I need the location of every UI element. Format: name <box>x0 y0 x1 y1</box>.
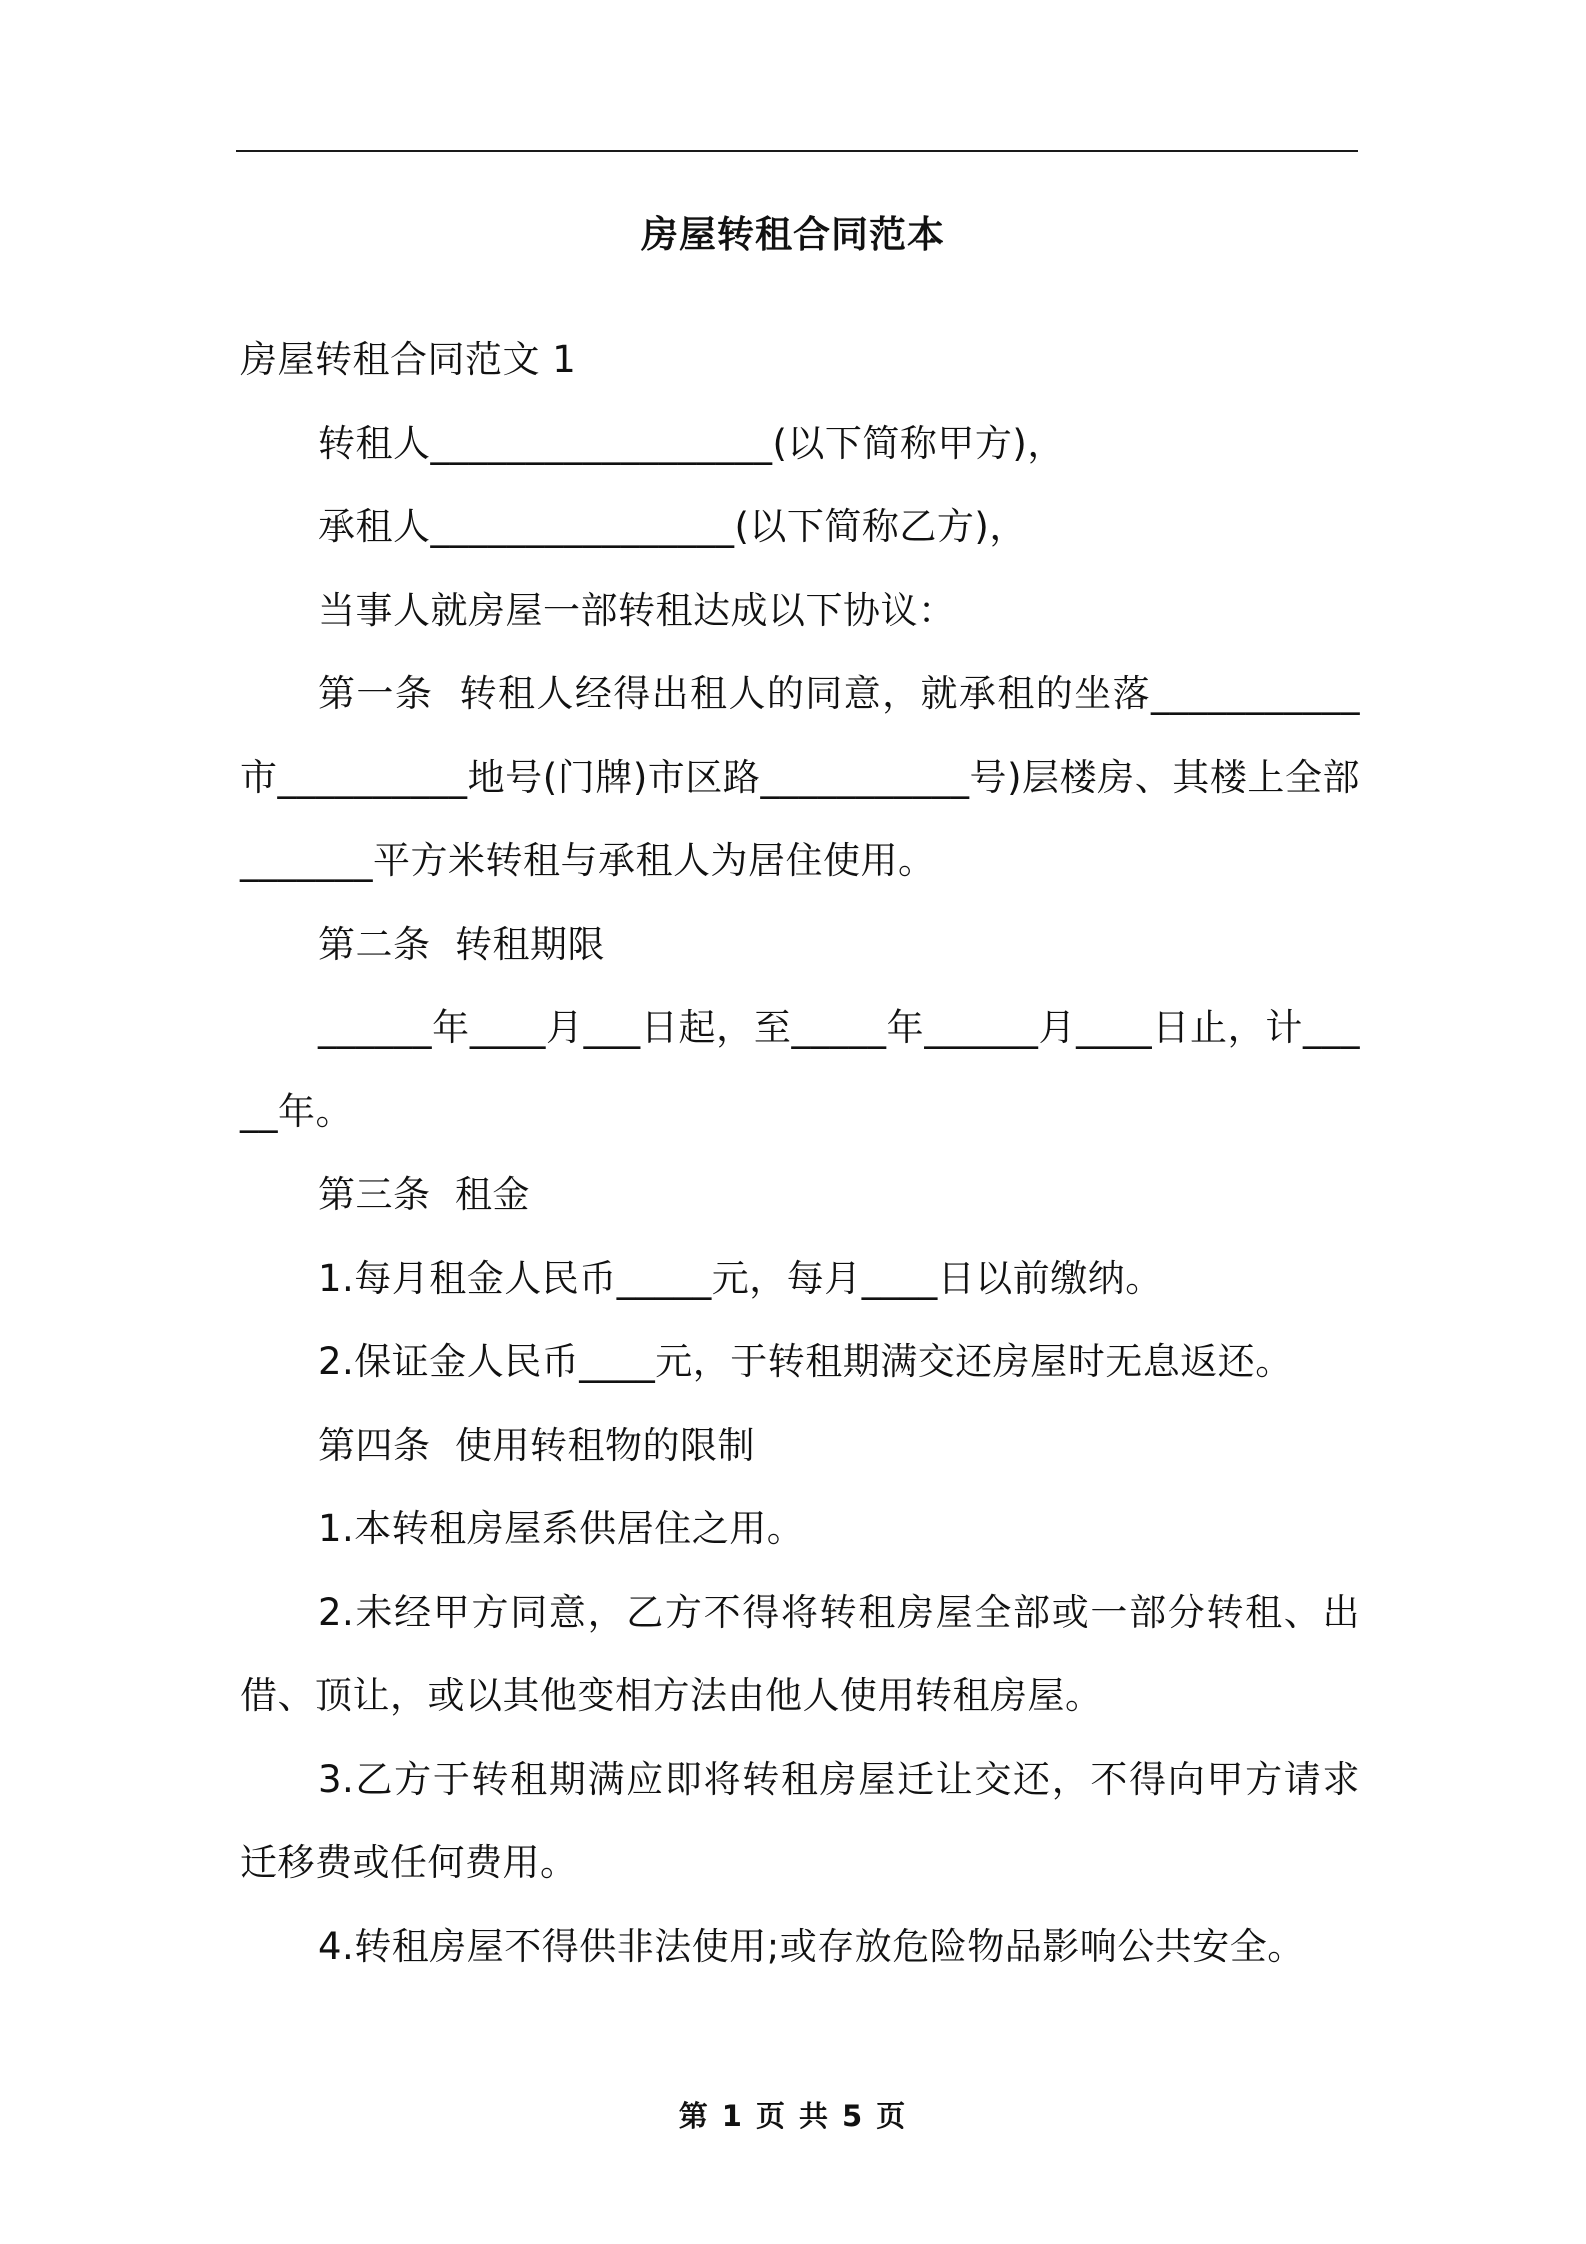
article-1: 第一条 转租人经得出租人的同意，就承租的坐落___________市__________地号(门牌)市区路___________号)层楼房、其楼上全部_______平方米转租与承租人为居住使用。 <box>240 672 1360 882</box>
document-title: 房屋转租合同范本 <box>641 213 945 256</box>
document-body <box>240 318 1360 1988</box>
current-page-number: 1 <box>721 2099 744 2133</box>
page-label-prefix: 第 <box>678 2099 710 2133</box>
article-4-item-3: 3.乙方于转租期满应即将转租房屋迁让交还，不得向甲方请求迁移费或任何费用。 <box>240 1757 1360 1884</box>
article-2-term: ______年____月___日起，至_____年______月____日止，计_____年。 <box>240 1006 1360 1133</box>
page-label-mid: 页 共 <box>755 2099 831 2133</box>
article-3-item-1: 1.每月租金人民币_____元，每月____日以前缴纳。 <box>318 1256 1163 1300</box>
article-4-item-2: 2.未经甲方同意，乙方不得将转租房屋全部或一部分转租、出借、顶让，或以其他变相方法由他人使用转租房屋。 <box>240 1590 1360 1717</box>
page-label-suffix: 页 <box>876 2099 908 2133</box>
paragraph-agreement-intro: 当事人就房屋一部转租达成以下协议： <box>318 588 956 632</box>
header-divider <box>236 150 1358 152</box>
article-3-item-2: 2.保证金人民币____元，于转租期满交还房屋时无息返还。 <box>318 1340 1293 1383</box>
article-4-item-1: 1.本转租房屋系供居住之用。 <box>318 1507 805 1550</box>
article-4-item-4: 4.转租房屋不得供非法使用;或存放危险物品影响公共安全。 <box>318 1924 1305 1968</box>
section-heading: 房屋转租合同范文 1 <box>240 338 577 381</box>
article-2-heading: 第二条 转租期限 <box>318 922 606 966</box>
total-page-number: 5 <box>842 2099 865 2133</box>
paragraph-sublessor: 转租人__________________(以下简称甲方)， <box>318 421 1065 465</box>
article-4-heading: 第四条 使用转租物的限制 <box>318 1423 756 1467</box>
paragraph-sublessee: 承租人________________(以下简称乙方)， <box>318 505 1027 548</box>
article-3-heading: 第三条 租金 <box>318 1173 531 1216</box>
page-footer <box>0 2094 1586 2135</box>
